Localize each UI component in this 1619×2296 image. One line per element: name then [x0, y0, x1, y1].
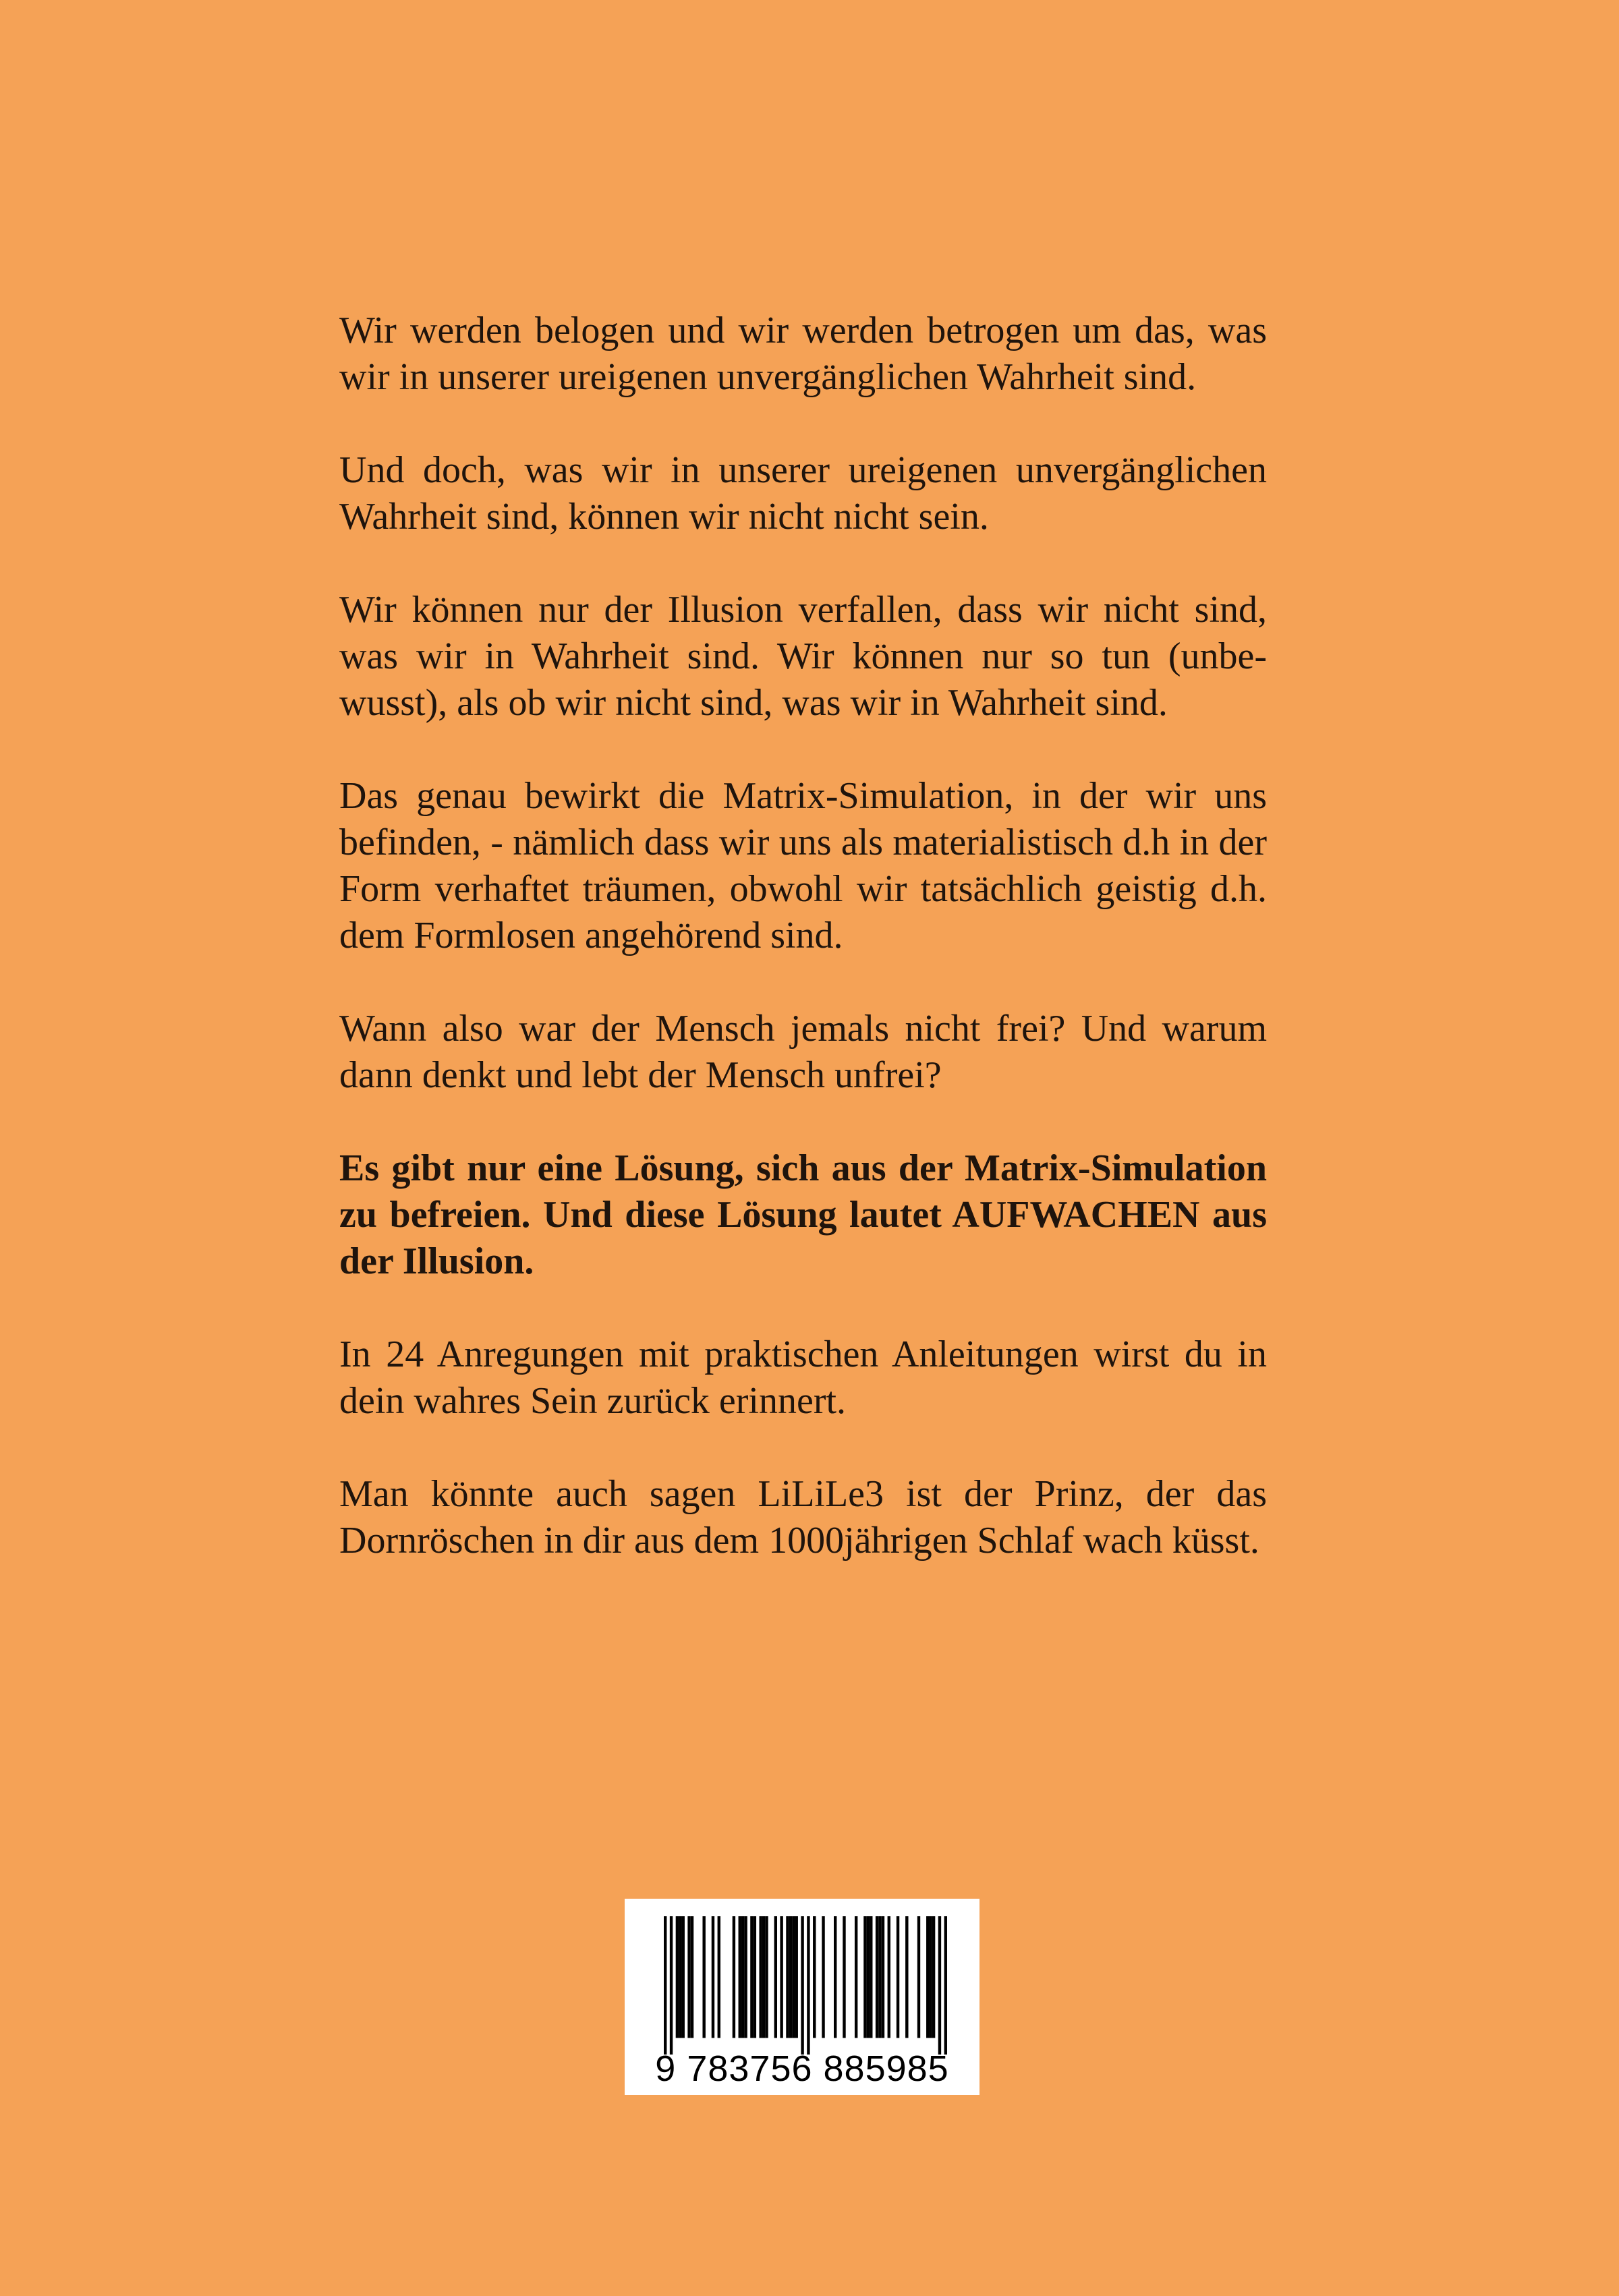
barcode-bar — [855, 1916, 857, 2038]
barcode-bar — [786, 1916, 789, 2038]
paragraph-7: In 24 Anregungen mit praktischen Anleitungen wirst du in dein wahres Sein zurück erinnert. — [339, 1333, 1267, 1422]
barcode-bar — [789, 1916, 792, 2038]
paragraph-1: Wir werden belogen und wir werden betrogen um das, was wir in unserer ureigenen unvergänglichen Wahrheit sind. — [339, 310, 1267, 398]
barcode-bar — [754, 1916, 756, 2038]
paragraph-3: Wir können nur der Illusion verfallen, dass wir nicht sind, was wir in Wahrheit sind. Wir können nur so tun (unbe-wusst), als ob wir nicht sind, was wir in Wahrheit sind. — [339, 589, 1267, 724]
barcode-bar — [744, 1916, 747, 2038]
barcode-bar — [679, 1916, 681, 2038]
barcode-bar — [687, 1916, 690, 2038]
barcode-bar — [926, 1916, 929, 2038]
barcode-bar — [917, 1916, 920, 2038]
barcode-bar — [712, 1916, 714, 2038]
isbn-barcode — [625, 1899, 979, 2095]
barcode-bar — [718, 1916, 720, 2038]
blurb-text — [339, 308, 1267, 1611]
barcode-bar — [878, 1916, 881, 2038]
barcode-bar — [733, 1916, 735, 2038]
barcode-bar — [792, 1916, 795, 2038]
barcode-bar — [774, 1916, 777, 2038]
barcode-bar — [664, 1916, 666, 2055]
paragraph-2: Und doch, was wir in unserer ureigenen unvergänglichen Wahrheit sind, können wir nicht nicht sein. — [339, 449, 1267, 538]
barcode-bar — [867, 1916, 870, 2038]
barcode-bar — [944, 1916, 947, 2055]
barcode-bar — [888, 1916, 890, 2038]
barcode-bar — [807, 1916, 810, 2055]
barcode-bar — [834, 1916, 836, 2038]
barcode-bar — [691, 1916, 693, 2038]
barcode-bar — [739, 1916, 741, 2038]
barcode-bar — [759, 1916, 762, 2038]
barcode-bar — [932, 1916, 935, 2038]
barcode-bar — [822, 1916, 824, 2038]
barcode-bar — [795, 1916, 798, 2038]
paragraph-8: Man könnte auch sagen LiLiLe3 ist der Prinz, der das Dornröschen in dir aus dem 1000jährigen Schlaf wach küsst. — [339, 1473, 1267, 1561]
barcode-bar — [882, 1916, 884, 2038]
barcode-bar — [780, 1916, 783, 2038]
barcode-bar — [682, 1916, 685, 2038]
barcode-bar — [702, 1916, 705, 2038]
barcode-bar — [741, 1916, 744, 2038]
barcode-bar — [676, 1916, 679, 2038]
barcode-bar — [905, 1916, 908, 2038]
barcode-bar — [843, 1916, 845, 2038]
isbn-number: 9 783756 885985 — [655, 2048, 949, 2089]
barcode-bar — [870, 1916, 872, 2038]
barcode-bar — [670, 1916, 673, 2055]
barcode-bars — [664, 1916, 947, 2055]
barcode-bar — [897, 1916, 899, 2038]
barcode-bar — [750, 1916, 753, 2038]
paragraph-5: Wann also war der Mensch jemals nicht frei? Und warum dann denkt und lebt der Mensch unfrei? — [339, 1008, 1267, 1096]
barcode-bar — [801, 1916, 803, 2055]
barcode-bar — [762, 1916, 765, 2038]
paragraph-6-bold: Es gibt nur eine Lösung, sich aus der Matrix-Simulation zu befreien. Und diese Lösung lautet AUFWACHEN aus der Illusion. — [339, 1147, 1267, 1282]
barcode-bar — [813, 1916, 816, 2038]
barcode-bar — [765, 1916, 768, 2038]
paragraph-4: Das genau bewirkt die Matrix-Simulation, in der wir uns befinden, - nämlich dass wir uns als materialistisch d.h in der Form verhaftet träumen, obwohl wir tatsächlich geistig d.h. dem Formlosen angehörend sind. — [339, 775, 1267, 956]
barcode-bar — [929, 1916, 932, 2038]
barcode-bar — [938, 1916, 941, 2055]
barcode-bar — [876, 1916, 878, 2038]
barcode-bar — [863, 1916, 866, 2038]
